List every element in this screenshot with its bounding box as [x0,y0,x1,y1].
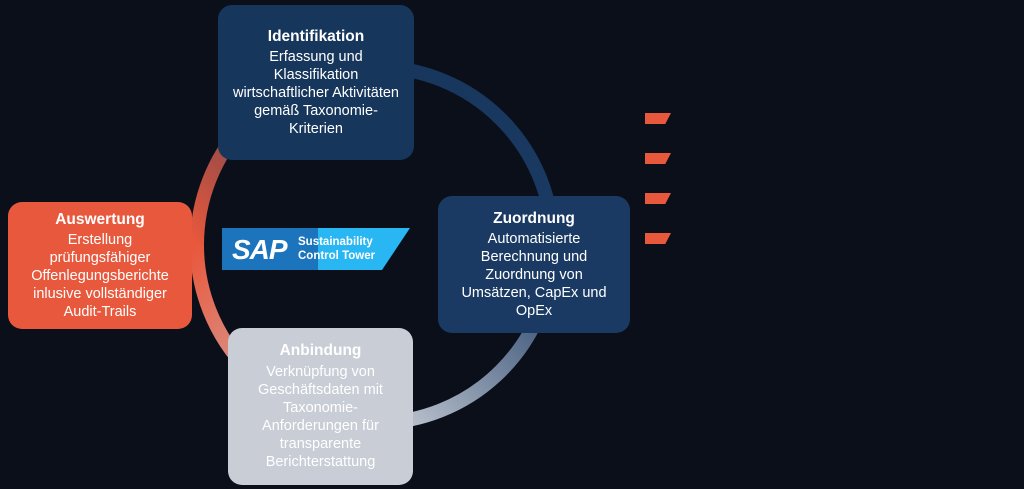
step-card-auswertung [8,202,192,329]
sap-brand-text: SAP [232,234,287,265]
step-body: Automatisierte Berechnung und Zuordnung von Umsätzen, CapEx und OpEx [461,230,607,320]
step-body: Verknüpfung von Geschäftsdaten mit Taxonomie-Anforderungen für transparente Berichterstattung [258,363,383,471]
bullet-marker-icon [645,153,671,164]
bullet-marker-icon [645,233,671,244]
list-item [645,188,1005,204]
step-card-zuordnung [438,196,630,333]
list-item [645,228,1005,244]
step-card-anbindung [228,328,413,485]
sap-product-name [298,235,398,264]
bullet-marker-icon [645,113,671,124]
sap-product-line-1: Sustainability [298,236,373,248]
sap-logo-badge [222,228,410,270]
sap-product-line-2: Control Tower [298,250,376,263]
step-body: Erstellung prüfungsfähiger Offenlegungsberichte inlusive vollständiger Audit-Trails [31,231,169,321]
list-item [645,148,1005,164]
bullet-marker-icon [645,193,671,204]
step-title: Identifikation [267,27,365,45]
step-card-identifikation [218,5,414,160]
step-title: Auswertung [55,210,145,228]
step-title: Zuordnung [493,209,575,227]
step-title: Anbindung [279,342,362,360]
step-body: Erfassung und Klassifikation wirtschaftlicher Aktivitäten gemäß Taxonomie-Kriterien [232,48,399,138]
list-item [645,108,1005,124]
bullet-list [645,108,1005,268]
